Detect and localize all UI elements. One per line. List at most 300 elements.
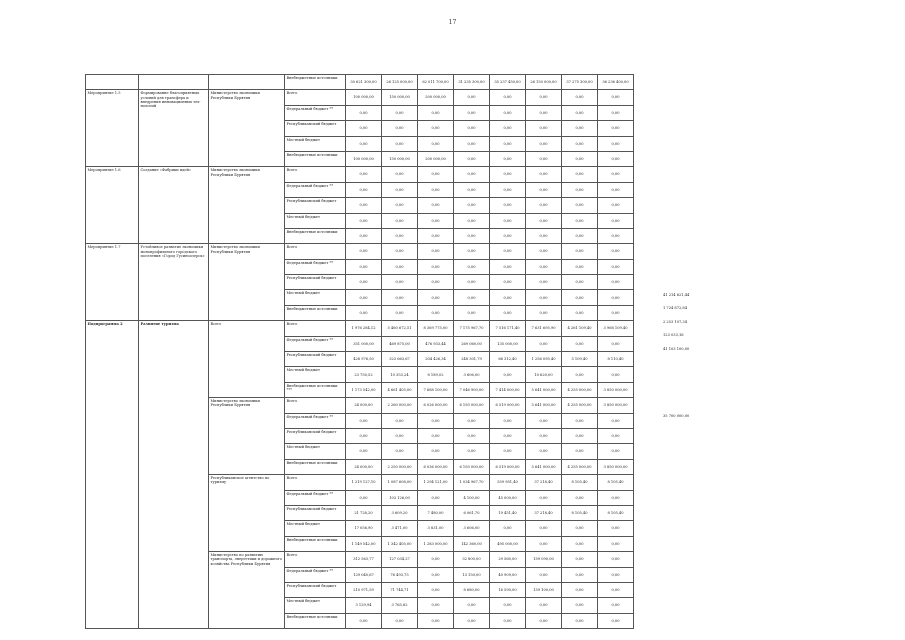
year-value: 45 000,00 <box>490 490 526 505</box>
year-value: 6 036 000,00 <box>418 459 454 474</box>
year-value: 0,00 <box>382 275 418 290</box>
year-value: 0,00 <box>346 305 382 320</box>
table-row <box>86 90 634 105</box>
year-value: 3 831,00 <box>418 521 454 536</box>
year-value: 0,00 <box>418 290 454 305</box>
year-value: 0,00 <box>382 290 418 305</box>
year-value: 0,00 <box>382 105 418 120</box>
funding-source: Всего <box>285 475 346 490</box>
year-value: 0,00 <box>562 90 598 105</box>
year-value: 0,00 <box>346 182 382 197</box>
year-value: 0,00 <box>490 90 526 105</box>
year-value: 0,00 <box>490 105 526 120</box>
year-value: 0,00 <box>562 552 598 567</box>
year-value: 10 353,24 <box>382 367 418 382</box>
year-value: 0,00 <box>346 275 382 290</box>
year-value: 0,00 <box>454 151 490 166</box>
year-value: 0,00 <box>526 490 562 505</box>
year-value: 0,00 <box>490 290 526 305</box>
year-value: 0,00 <box>526 305 562 320</box>
year-value: 66 312,40 <box>490 352 526 367</box>
year-value: 1 256 095,40 <box>526 352 562 367</box>
year-value: 0,00 <box>490 198 526 213</box>
year-value: 0,00 <box>526 182 562 197</box>
item-name: Создание «Фабрики идей» <box>139 167 209 244</box>
year-value: 0,00 <box>454 213 490 228</box>
year-value: 5 641 000,00 <box>526 459 562 474</box>
funding-source: Всего <box>285 552 346 567</box>
year-value: 8 189,02 <box>418 367 454 382</box>
table-row <box>86 244 634 259</box>
year-value: 0,00 <box>526 428 562 443</box>
budget-table-wrapper <box>85 74 690 629</box>
item-code: Подпрограмма 2 <box>86 321 139 629</box>
funding-source: Федеральный бюджет ** <box>285 413 346 428</box>
year-value: 0,00 <box>418 413 454 428</box>
year-value: 0,00 <box>346 490 382 505</box>
year-value: 76 493,75 <box>382 567 418 582</box>
year-value: 204 426,34 <box>418 352 454 367</box>
year-value: 8 105,40 <box>598 475 634 490</box>
year-value: 0,00 <box>490 598 526 613</box>
funding-source: Всего <box>285 321 346 336</box>
item-name: Развитие туризма <box>139 321 209 629</box>
year-value: 0,00 <box>346 228 382 243</box>
table-row <box>86 75 634 90</box>
year-value: 0,00 <box>418 582 454 597</box>
year-value: 135 000,00 <box>490 336 526 351</box>
year-value: 4 261 109,40 <box>562 321 598 336</box>
year-value: 0,00 <box>346 244 382 259</box>
funding-source: Внебюджетные источники <box>285 228 346 243</box>
year-value: 0,00 <box>454 105 490 120</box>
funding-source: Федеральный бюджет ** <box>285 182 346 197</box>
year-value: 159 090,00 <box>526 552 562 567</box>
year-value: 100 000,00 <box>346 151 382 166</box>
year-value: 0,00 <box>562 182 598 197</box>
year-value: 0,00 <box>454 613 490 628</box>
funding-source: Федеральный бюджет ** <box>285 567 346 582</box>
funding-source: Федеральный бюджет ** <box>285 336 346 351</box>
funding-source: Всего <box>285 244 346 259</box>
year-value: 0,00 <box>454 259 490 274</box>
year-value: 0,00 <box>418 105 454 120</box>
funding-source: Местный бюджет <box>285 136 346 151</box>
year-value: 32 800,00 <box>454 552 490 567</box>
year-value: 4 100,00 <box>454 490 490 505</box>
year-value: 0,00 <box>454 90 490 105</box>
year-value: 3 850 000,00 <box>598 459 634 474</box>
year-value: 0,00 <box>346 167 382 182</box>
year-value: 23 750,52 <box>346 367 382 382</box>
year-value: 3 968 109,40 <box>598 321 634 336</box>
year-value: 37 218,40 <box>526 475 562 490</box>
year-value: 495 000,00 <box>490 536 526 551</box>
year-value: 1 283 000,00 <box>418 536 454 551</box>
year-value: 0,00 <box>598 228 634 243</box>
year-value: 0,00 <box>490 182 526 197</box>
year-value: 0,00 <box>490 521 526 536</box>
year-value: 0,00 <box>382 213 418 228</box>
year-value: 0,00 <box>598 613 634 628</box>
year-value: 0,00 <box>454 305 490 320</box>
year-value: 1 034 967,70 <box>454 475 490 490</box>
table-row <box>86 167 634 182</box>
year-value: 0,00 <box>526 244 562 259</box>
year-value: 2 260 000,00 <box>382 398 418 413</box>
year-value: 37 275 300,00 <box>562 75 598 90</box>
year-value: 19 451,40 <box>490 505 526 520</box>
year-value: 0,00 <box>454 428 490 443</box>
year-value: 0,00 <box>526 259 562 274</box>
year-value: 0,00 <box>454 598 490 613</box>
year-value: 0,00 <box>454 275 490 290</box>
year-value: 476 933,44 <box>418 336 454 351</box>
year-value: 0,00 <box>418 136 454 151</box>
year-value: 0,00 <box>598 552 634 567</box>
year-value: 0,00 <box>454 167 490 182</box>
year-value: 0,00 <box>454 182 490 197</box>
year-value: 2 250 000,00 <box>382 459 418 474</box>
funding-source: Республиканский бюджет <box>285 582 346 597</box>
year-value: 1 173 542,00 <box>346 382 382 397</box>
executor-name: Министерство экономики Республики Бурятия <box>209 398 285 475</box>
funding-source: Республиканский бюджет <box>285 428 346 443</box>
year-value: 0,00 <box>598 444 634 459</box>
funding-source: Республиканский бюджет <box>285 121 346 136</box>
year-value: 0,00 <box>454 136 490 151</box>
year-value: 0,00 <box>454 198 490 213</box>
year-value: 8 110,40 <box>598 352 634 367</box>
year-value: 0,00 <box>598 290 634 305</box>
year-value: 0,00 <box>562 290 598 305</box>
year-value: 0,00 <box>526 567 562 582</box>
year-value: 0,00 <box>490 275 526 290</box>
year-value: 1 342 405,00 <box>382 536 418 551</box>
year-value: 0,00 <box>526 167 562 182</box>
year-value: 1 149 542,00 <box>346 536 382 551</box>
year-value: 0,00 <box>346 444 382 459</box>
year-value: 0,00 <box>598 244 634 259</box>
year-value: 0,00 <box>526 413 562 428</box>
funding-source: Внебюджетные источники <box>285 459 346 474</box>
year-value: 0,00 <box>526 444 562 459</box>
funding-source: Внебюджетные источники <box>285 613 346 628</box>
year-value: 0,00 <box>490 151 526 166</box>
year-value: 150 000,00 <box>382 90 418 105</box>
year-value: 7 516 171,40 <box>490 321 526 336</box>
funding-source: Внебюджетные источники <box>285 151 346 166</box>
year-value: 0,00 <box>562 490 598 505</box>
year-value: 0,00 <box>382 182 418 197</box>
year-value: 0,00 <box>490 213 526 228</box>
side-total-value: 2 253 107,34 <box>663 319 688 324</box>
year-value: 13 150,00 <box>454 567 490 582</box>
funding-source: Республиканский бюджет <box>285 505 346 520</box>
year-value: 0,00 <box>418 613 454 628</box>
year-value: 0,00 <box>598 305 634 320</box>
year-value: 36 236 400,00 <box>598 75 634 90</box>
year-value: 323 663,67 <box>382 352 418 367</box>
year-value: 0,00 <box>526 613 562 628</box>
year-value: 3 129,94 <box>346 598 382 613</box>
item-code: Мероприятие 1.7 <box>86 244 139 321</box>
year-value: 3 765,82 <box>382 598 418 613</box>
year-value: 0,00 <box>418 428 454 443</box>
year-value: 0,00 <box>562 198 598 213</box>
year-value: 71 744,71 <box>382 582 418 597</box>
year-value: 0,00 <box>526 90 562 105</box>
year-value: 0,00 <box>598 598 634 613</box>
year-value: 0,00 <box>562 428 598 443</box>
year-value: 6 519 000,00 <box>490 459 526 474</box>
page-number: 17 <box>448 19 457 26</box>
year-value: 0,00 <box>346 428 382 443</box>
year-value: 0,00 <box>598 105 634 120</box>
year-value: 0,00 <box>562 536 598 551</box>
year-value: 0,00 <box>526 198 562 213</box>
year-value: 0,00 <box>346 259 382 274</box>
year-value: 0,00 <box>346 613 382 628</box>
year-value: 0,00 <box>382 428 418 443</box>
executor-name: Министерство по развитию транспорта, энергетики и дорожного хозяйства Республики Бурятия <box>209 552 285 629</box>
year-value: 7 046 900,00 <box>454 382 490 397</box>
year-value: 0,00 <box>562 105 598 120</box>
year-value: 0,00 <box>526 105 562 120</box>
year-value: 0,00 <box>562 244 598 259</box>
year-value: 0,00 <box>598 336 634 351</box>
item-name: Устойчивое развитие экономики монопрофильного городского поселения «Город Гусиноозерск» <box>139 244 209 321</box>
year-value: 0,00 <box>598 121 634 136</box>
year-value: 0,00 <box>598 521 634 536</box>
year-value: 4 255 000,00 <box>562 459 598 474</box>
year-value: 0,00 <box>382 167 418 182</box>
year-value: 0,00 <box>526 598 562 613</box>
year-value: 24 000,00 <box>346 398 382 413</box>
year-value: 0,00 <box>598 136 634 151</box>
year-value: 4 255 000,00 <box>562 382 598 397</box>
funding-source: Местный бюджет <box>285 598 346 613</box>
year-value: 0,00 <box>454 413 490 428</box>
year-value: 0,00 <box>526 151 562 166</box>
year-value: 0,00 <box>418 259 454 274</box>
year-value: 0,00 <box>346 413 382 428</box>
executor-name: Министерство экономики Республики Бурятия <box>209 90 285 167</box>
year-value: 1 294 121,00 <box>418 475 454 490</box>
executor-name: Республиканское агентство по туризму <box>209 475 285 552</box>
year-value: 129 040,67 <box>346 567 382 582</box>
year-value: 0,00 <box>418 182 454 197</box>
side-total-value: 1 724 872,84 <box>663 306 688 311</box>
year-value: 0,00 <box>418 567 454 582</box>
year-value: 200 000,00 <box>418 90 454 105</box>
year-value: 8 105,40 <box>562 505 598 520</box>
code-cell <box>86 75 139 90</box>
year-value: 0,00 <box>562 413 598 428</box>
year-value: 312 563,77 <box>346 552 382 567</box>
year-value: 0,00 <box>562 151 598 166</box>
year-value: 24 000,00 <box>346 459 382 474</box>
year-value: 0,00 <box>382 613 418 628</box>
year-value: 0,00 <box>346 213 382 228</box>
year-value: 7 631 695,90 <box>526 321 562 336</box>
year-value: 0,00 <box>562 121 598 136</box>
funding-source: Республиканский бюджет <box>285 198 346 213</box>
year-value: 0,00 <box>526 213 562 228</box>
year-value: 40 909,00 <box>490 567 526 582</box>
year-value: 4 661 405,00 <box>382 382 418 397</box>
year-value: 0,00 <box>418 213 454 228</box>
year-value: 0,00 <box>598 182 634 197</box>
year-value: 0,00 <box>418 552 454 567</box>
year-value: 0,00 <box>454 228 490 243</box>
year-value: 31 235 300,00 <box>454 75 490 90</box>
year-value: 3 850 000,00 <box>598 398 634 413</box>
year-value: 7 688 100,00 <box>418 382 454 397</box>
year-value: 159 100,00 <box>526 582 562 597</box>
year-value: 0,00 <box>598 582 634 597</box>
year-value: 0,00 <box>490 228 526 243</box>
year-value: 0,00 <box>454 290 490 305</box>
year-value: 269 060,00 <box>454 336 490 351</box>
year-value: 0,00 <box>382 198 418 213</box>
year-value: 248 301,79 <box>454 352 490 367</box>
name-cell <box>139 75 209 90</box>
funding-source: Местный бюджет <box>285 213 346 228</box>
item-code: Мероприятие 1.5 <box>86 90 139 167</box>
year-value: 0,00 <box>418 228 454 243</box>
year-value: 5 641 000,00 <box>526 398 562 413</box>
year-value: 0,00 <box>598 213 634 228</box>
year-value: 469 875,00 <box>382 336 418 351</box>
year-value: 0,00 <box>418 490 454 505</box>
year-value: 0,00 <box>490 305 526 320</box>
year-value: 8 369 775,00 <box>418 321 454 336</box>
year-value: 0,00 <box>562 259 598 274</box>
year-value: 1 219 127,10 <box>346 475 382 490</box>
year-value: 0,00 <box>562 136 598 151</box>
year-value: 0,00 <box>562 598 598 613</box>
year-value: 0,00 <box>418 244 454 259</box>
funding-source: Всего <box>285 398 346 413</box>
year-value: 0,00 <box>598 367 634 382</box>
year-value: 0,00 <box>418 198 454 213</box>
year-value: 0,00 <box>346 105 382 120</box>
year-value: 8 105,40 <box>562 475 598 490</box>
year-value: 6 193 000,00 <box>454 459 490 474</box>
year-value: 0,00 <box>562 444 598 459</box>
year-value: 0,00 <box>454 121 490 136</box>
year-value: 0,00 <box>346 198 382 213</box>
budget-table <box>85 74 634 629</box>
year-value: 0,00 <box>562 167 598 182</box>
year-value: 7 175 967,70 <box>454 321 490 336</box>
year-value: 0,00 <box>418 598 454 613</box>
year-value: 0,00 <box>490 259 526 274</box>
year-value: 0,00 <box>598 275 634 290</box>
year-value: 0,00 <box>526 521 562 536</box>
year-value: 0,00 <box>598 490 634 505</box>
year-value: 0,00 <box>598 259 634 274</box>
year-value: 5 641 000,00 <box>526 382 562 397</box>
year-value: 0,00 <box>382 305 418 320</box>
year-value: 0,00 <box>562 305 598 320</box>
year-value: 3 606,00 <box>454 367 490 382</box>
year-value: 0,00 <box>526 336 562 351</box>
year-value: 3 606,00 <box>454 521 490 536</box>
year-value: 0,00 <box>418 444 454 459</box>
year-value: 7 414 000,00 <box>490 382 526 397</box>
year-value: 0,00 <box>382 244 418 259</box>
year-value: 3 609,20 <box>382 505 418 520</box>
year-value: 0,00 <box>598 536 634 551</box>
year-value: 0,00 <box>526 228 562 243</box>
year-value: 0,00 <box>598 151 634 166</box>
funding-source: Внебюджетные источники <box>285 536 346 551</box>
year-value: 0,00 <box>382 228 418 243</box>
year-value: 0,00 <box>598 413 634 428</box>
funding-source: Федеральный бюджет ** <box>285 490 346 505</box>
funding-source: Местный бюджет <box>285 367 346 382</box>
year-value: 0,00 <box>454 244 490 259</box>
funding-source: Внебюджетные источники *** <box>285 382 346 397</box>
year-value: 0,00 <box>562 582 598 597</box>
funding-source: Местный бюджет <box>285 290 346 305</box>
year-value: 26 125 000,00 <box>382 75 418 90</box>
year-value: 0,00 <box>526 536 562 551</box>
year-value: 0,00 <box>490 613 526 628</box>
year-value: 0,00 <box>598 198 634 213</box>
year-value: 0,00 <box>598 567 634 582</box>
year-value: 16 590,00 <box>490 582 526 597</box>
year-value: 210 971,59 <box>346 582 382 597</box>
funding-source: Республиканский бюджет <box>285 352 346 367</box>
year-value: 0,00 <box>382 444 418 459</box>
year-value: 0,00 <box>382 413 418 428</box>
year-value: 29 560,00 <box>490 552 526 567</box>
year-value: 0,00 <box>598 428 634 443</box>
year-value: 62 011 700,00 <box>418 75 454 90</box>
year-value: 0,00 <box>490 244 526 259</box>
year-value: 7 480,00 <box>418 505 454 520</box>
year-value: 6 519 000,00 <box>490 398 526 413</box>
year-value: 1 087 608,00 <box>382 475 418 490</box>
funding-source: Республиканский бюджет <box>285 275 346 290</box>
year-value: 5 460 672,51 <box>382 321 418 336</box>
year-value: 6 193 000,00 <box>454 398 490 413</box>
year-value: 37 218,40 <box>526 505 562 520</box>
year-value: 6 061,70 <box>454 505 490 520</box>
year-value: 0,00 <box>346 290 382 305</box>
year-value: 0,00 <box>598 167 634 182</box>
year-value: 0,00 <box>490 367 526 382</box>
year-value: 0,00 <box>562 613 598 628</box>
year-value: 0,00 <box>526 136 562 151</box>
year-value: 26 150 000,00 <box>526 75 562 90</box>
year-value: 0,00 <box>346 121 382 136</box>
item-code: Мероприятие 1.6 <box>86 167 139 244</box>
year-value: 0,00 <box>490 121 526 136</box>
funding-source: Всего <box>285 90 346 105</box>
funding-source: Внебюджетные источники <box>285 75 346 90</box>
funding-source: Местный бюджет <box>285 521 346 536</box>
year-value: 0,00 <box>562 367 598 382</box>
year-value: 0,00 <box>454 444 490 459</box>
year-value: 0,00 <box>418 167 454 182</box>
year-value: 0,00 <box>598 90 634 105</box>
year-value: 0,00 <box>562 521 598 536</box>
year-value: 0,00 <box>490 444 526 459</box>
